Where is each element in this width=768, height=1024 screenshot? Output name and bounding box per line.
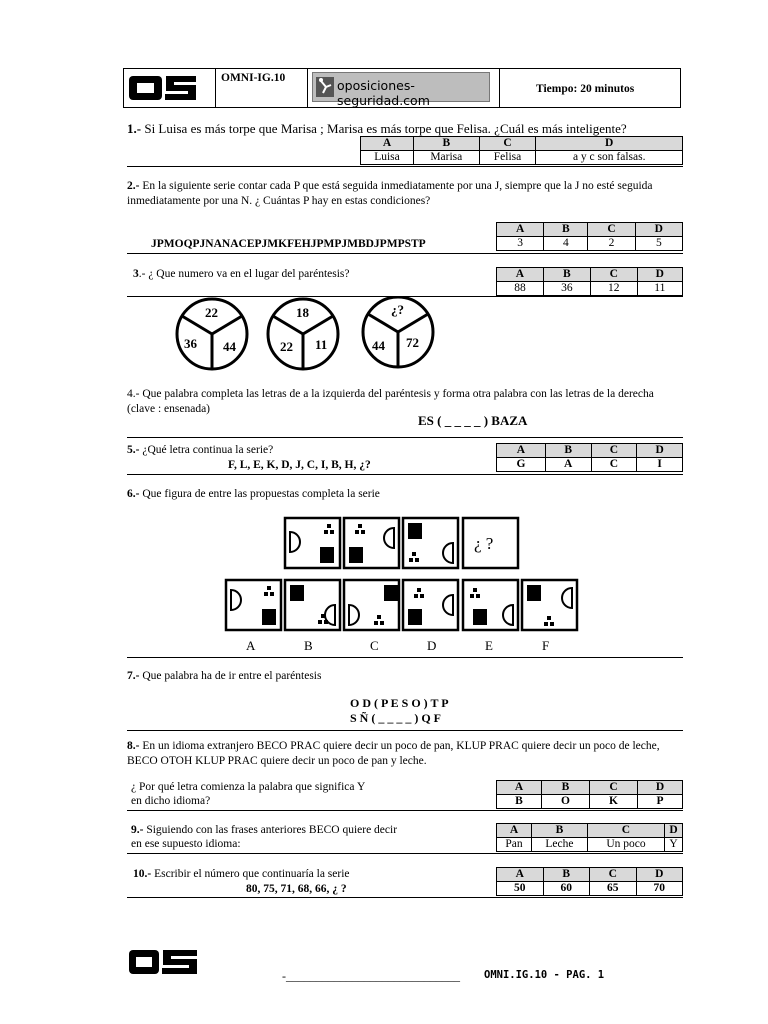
q3-option-d[interactable]: 11 [637,282,682,296]
q6-text: Que figura de entre las propuestas completa la serie [142,488,380,500]
q5-head-d: D [637,444,683,458]
q10-series: 80, 75, 71, 68, 66, ¿ ? [246,883,347,895]
q8-question-line-2: en dicho idioma? [131,795,211,807]
q10-options [496,867,683,896]
q9-head-b: B [532,824,588,838]
q5-head-a: A [497,444,546,458]
divider [127,897,683,898]
q9-options [496,823,683,852]
question-10 [133,867,350,882]
divider [127,253,683,254]
q3-option-c[interactable]: 12 [590,282,637,296]
circle-1-right: 44 [223,339,236,354]
q7-line-1: O D ( P E S O ) T P [350,696,449,710]
question-2 [127,179,683,209]
q10-head-d: D [636,868,683,882]
q1-options [360,136,683,165]
q3-circles-figure [168,296,443,372]
q9-head-d: D [665,824,683,838]
q3-head-b: B [543,268,590,282]
q10-number: 10.- [133,868,152,880]
q2-options [496,222,683,251]
q2-number: 2.- [127,180,140,192]
divider [127,810,683,811]
q6-number: 6.- [127,488,140,500]
option-figure-e[interactable] [470,588,513,625]
q2-text: En la siguiente serie contar cada P que está seguida inmediatamente por una J, siempre que la J no esté seguida inmediatamente por una N. ¿ Cuántas P hay en estas condiciones? [127,180,653,207]
q8-head-b: B [541,781,589,795]
option-label-f: F [542,638,550,653]
q1-option-c[interactable]: Felisa [479,151,536,165]
q5-series: F, L, E, K, D, J, C, I, B, H, ¿? [228,459,371,471]
q7-text: Que palabra ha de ir entre el paréntesis [142,670,322,682]
q9-option-c[interactable]: Un poco [587,838,664,852]
q9-number: 9.- [131,824,144,836]
q8-head-c: C [589,781,637,795]
circle-1-top: 22 [205,305,218,320]
q2-option-c[interactable]: 2 [588,237,635,251]
seq-box-1 [290,524,334,563]
option-figure-c[interactable] [349,585,398,625]
q8-number: 8.- [127,740,140,752]
q9-text-line-1: Siguiendo con las frases anteriores BECO quiere decir [146,824,398,836]
footer-os-logo [128,948,200,978]
q8-head-a: A [497,781,542,795]
option-label-e: E [485,638,493,653]
q6-figure [224,516,584,638]
question-5 [127,443,273,458]
q10-option-d[interactable]: 70 [636,882,683,896]
divider [127,730,683,731]
q9-option-d[interactable]: Y [665,838,683,852]
q2-option-b[interactable]: 4 [544,237,588,251]
divider [127,437,683,438]
option-figure-f[interactable] [527,585,572,626]
q1-head-b: B [413,137,479,151]
divider [127,657,683,658]
option-label-b: B [304,638,313,653]
site-name: oposiciones-seguridad.com [337,78,430,108]
q3-head-c: C [590,268,637,282]
option-figure-a[interactable] [231,586,276,625]
q5-head-b: B [545,444,591,458]
os-logo [124,69,214,107]
question-3 [133,267,350,282]
option-label-c: C [370,638,379,653]
circle-2-left: 22 [280,339,293,354]
time-limit: Tiempo: 20 minutos [536,83,635,95]
q8-option-d[interactable]: P [638,795,683,809]
divider [127,853,683,854]
divider [127,166,683,167]
site-banner [312,72,490,108]
q5-option-c[interactable]: C [591,458,637,472]
header-time-cell [500,69,680,107]
q3-head-a: A [497,268,544,282]
q2-head-b: B [544,223,588,237]
question-8 [127,739,683,769]
q10-head-c: C [590,868,637,882]
q9-option-b[interactable]: Leche [532,838,588,852]
q8-option-b[interactable]: O [541,795,589,809]
q10-option-b[interactable]: 60 [543,882,590,896]
q5-number: 5.- [127,444,140,456]
circle-3-top: ¿? [391,302,404,317]
q7-number: 7.- [127,670,140,682]
q1-text: Si Luisa es más torpe que Marisa ; Marisa es más torpe que Felisa. ¿Cuál es más inteligente? [144,121,627,136]
header-logo-cell [124,69,216,107]
q1-option-d[interactable]: a y c son falsas. [536,151,683,165]
q2-option-a[interactable]: 3 [497,237,544,251]
q10-head-b: B [543,868,590,882]
q3-option-a[interactable]: 88 [497,282,544,296]
question-7 [127,669,321,684]
q3-text: .- ¿ Que numero va en el lugar del paréntesis? [138,268,350,280]
q8-option-a[interactable]: B [497,795,542,809]
q10-head-a: A [497,868,544,882]
option-figure-d[interactable] [408,588,453,625]
q2-option-d[interactable]: 5 [635,237,682,251]
q9-option-a[interactable]: Pan [497,838,532,852]
q5-text: ¿Qué letra continua la serie? [142,444,274,456]
rappel-icon [315,76,335,98]
q1-head-c: C [479,137,536,151]
q8-option-c[interactable]: K [589,795,637,809]
q5-head-c: C [591,444,637,458]
option-figure-b[interactable] [290,585,335,625]
question-1 [127,121,627,136]
question-6 [127,487,380,502]
q5-option-b[interactable]: A [545,458,591,472]
q8-text: En un idioma extranjero BECO PRAC quiere decir un poco de pan, KLUP PRAC quiere decir un poco de leche, BECO OTOH KLUP PRAC quiere decir un poco de pan y leche. [127,740,660,767]
q2-head-a: A [497,223,544,237]
divider [127,474,683,475]
question-9 [131,823,397,838]
q9-head-c: C [587,824,664,838]
circle-3-left: 44 [372,338,385,353]
q7-line-2: S Ñ ( _ _ _ _ ) Q F [350,711,441,725]
circle-2-top: 18 [296,305,309,320]
unknown-figure: ¿ ? [474,534,494,553]
q1-head-a: A [361,137,414,151]
circle-2-right: 11 [315,337,328,352]
q8-question-line-1: ¿ Por qué letra comienza la palabra que significa Y [131,781,366,793]
circle-1-left: 36 [184,336,197,351]
seq-box-3 [408,523,453,563]
q1-head-d: D [536,137,683,151]
exam-code: OMNI-IG.10 [221,72,286,84]
q3-head-d: D [637,268,682,282]
circle-3-right: 72 [406,335,419,350]
header-code-cell [216,69,308,107]
q10-text: Escribir el número que continuaría la serie [154,868,350,880]
q3-number: 3 [133,268,139,280]
q9-head-a: A [497,824,532,838]
q5-option-d[interactable]: I [637,458,683,472]
q1-option-b[interactable]: Marisa [413,151,479,165]
q10-option-a[interactable]: 50 [497,882,544,896]
option-label-a: A [246,638,256,653]
q3-options [496,267,683,296]
footer-blank-line: -_____________________________ [282,969,460,983]
q2-series: JPMOQPJNANACEPJMKFEHJPMPJMBDJPMPSTP [151,238,426,250]
q1-option-a[interactable]: Luisa [361,151,414,165]
q5-options [496,443,683,472]
option-label-d: D [427,638,437,653]
q4-puzzle: ES ( _ _ _ _ ) BAZA [418,413,528,428]
seq-box-2 [349,524,394,563]
q1-number: 1.- [127,121,142,136]
q9-text-line-2: en ese supuesto idioma: [131,838,241,850]
page-label: OMNI.IG.10 - PAG. 1 [484,969,605,981]
q10-option-c[interactable]: 65 [590,882,637,896]
q5-option-a[interactable]: G [497,458,546,472]
q3-option-b[interactable]: 36 [543,282,590,296]
q8-options [496,780,683,809]
header-box [123,68,681,108]
question-4: 4.- Que palabra completa las letras de a la izquierda del paréntesis y forma otra palabra con las letras de la derecha (clave : ensenada) [127,388,654,415]
q2-head-d: D [635,223,682,237]
q2-head-c: C [588,223,635,237]
q8-head-d: D [638,781,683,795]
header-site-cell [308,69,500,107]
